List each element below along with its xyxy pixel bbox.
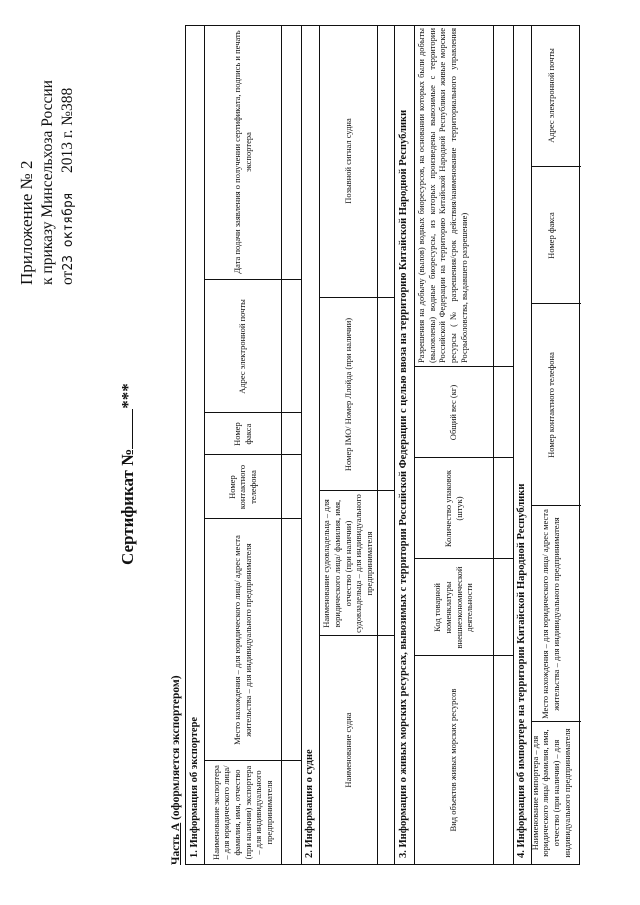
certificate-title-suffix: ***: [118, 383, 137, 409]
rule: [394, 26, 395, 864]
appendix-date: [60, 35, 76, 285]
resource-total-weight-header: Общий вес (кг): [448, 384, 459, 441]
section-resources-title: 3. Информация о живых морских ресурсах, вывозимых с территории Российской Федерации с целью ввоза на территорию Китайской Народной Республики: [398, 109, 409, 858]
importer-email-header: Адрес электронной почты: [545, 48, 556, 143]
importer-name-header: Наименование импортера – для юридического лица/ фамилия, имя, отчество (при наличии) – для индивидуального предпринимателя: [529, 728, 572, 858]
exporter-fax-header: Номер факса: [231, 422, 253, 446]
exporter-application-date-header: Дата подачи заявления о получении сертификата, подпись и печать экспортера: [231, 30, 253, 274]
certificate-number-blank: [118, 409, 133, 449]
section-importer-title: 4. Информация об импортере на территории Китайской Народной Республики: [516, 483, 527, 858]
certificate-title-prefix: Сертификат №: [118, 448, 137, 565]
part-a-label: Часть А: [170, 822, 182, 865]
rule: [377, 26, 378, 864]
vessel-name-header: Наименование судна: [342, 712, 353, 788]
exporter-phone-header: Номер контактного телефона: [226, 464, 258, 510]
section-exporter-title: 1. Информация об экспортере: [189, 716, 200, 858]
rule: [513, 26, 514, 864]
rule: [301, 26, 302, 864]
vessel-owner-header: Наименование судовладельца – для юридического лица/ фамилия, имя, отчество (при наличии) судовладельца – для индивидуального предпринимателя: [321, 494, 374, 633]
resource-package-count-header: Количество упаковок (штук): [442, 469, 464, 548]
resource-species-header: Вид объектов живых морских ресурсов: [448, 688, 459, 832]
resource-tnved-code-header: Код товарной номенклатуры внешнеэкономической деятельности: [432, 566, 475, 649]
appendix-title: Приложение № 2: [17, 160, 36, 285]
appendix-date-prefix: от: [59, 270, 76, 285]
section-vessel-title: 2. Информация о судне: [304, 749, 315, 858]
vessel-imo-header: Номер IMO/ Номер Ллойда (при наличии): [342, 317, 353, 472]
rule: [493, 26, 494, 864]
exporter-address-header: Место нахождения – для юридического лица/ адрес места жительства – для индивидуального предпринимателя: [231, 535, 253, 745]
appendix-date-value: 23 октября: [61, 192, 76, 271]
part-a-note: (оформляется экспортером): [170, 675, 182, 820]
rule: [281, 26, 282, 864]
vessel-callsign-header: Позывной сигнал судна: [342, 118, 353, 204]
exporter-name-header: Наименование экспортера – для юридического лица/ фамилия, имя, отчество (при наличии) экспортера – для индивидуального предпринимателя: [210, 765, 274, 860]
part-a-heading: [170, 675, 182, 865]
importer-fax-header: Номер факса: [545, 212, 556, 259]
importer-address-header: Место нахождения – для юридического лица/ адрес места жительства – для индивидуального предпринимателя: [540, 509, 561, 719]
appendix-order: к приказу Минсельхоза России: [39, 80, 56, 285]
certificate-form-table: [185, 25, 580, 865]
exporter-email-header: Адрес электронной почты: [237, 299, 248, 394]
importer-phone-header: Номер контактного телефона: [545, 352, 556, 458]
certificate-title: [118, 383, 138, 565]
appendix-year-number: 2013 г. №388: [59, 87, 76, 174]
resource-permit-header: Разрешения на добычу (вылов) водных биоресурсов, на основании которых были добыты (выловлены) водные биоресурсы, из которых произведены вывозимые с территории Российской Федерации на территорию Китайской Народной Республики живые морские ресурсы (№ разрешения/срок действия/наименование территориального управления Росрыболовства, выдавшего разрешение): [416, 28, 469, 363]
